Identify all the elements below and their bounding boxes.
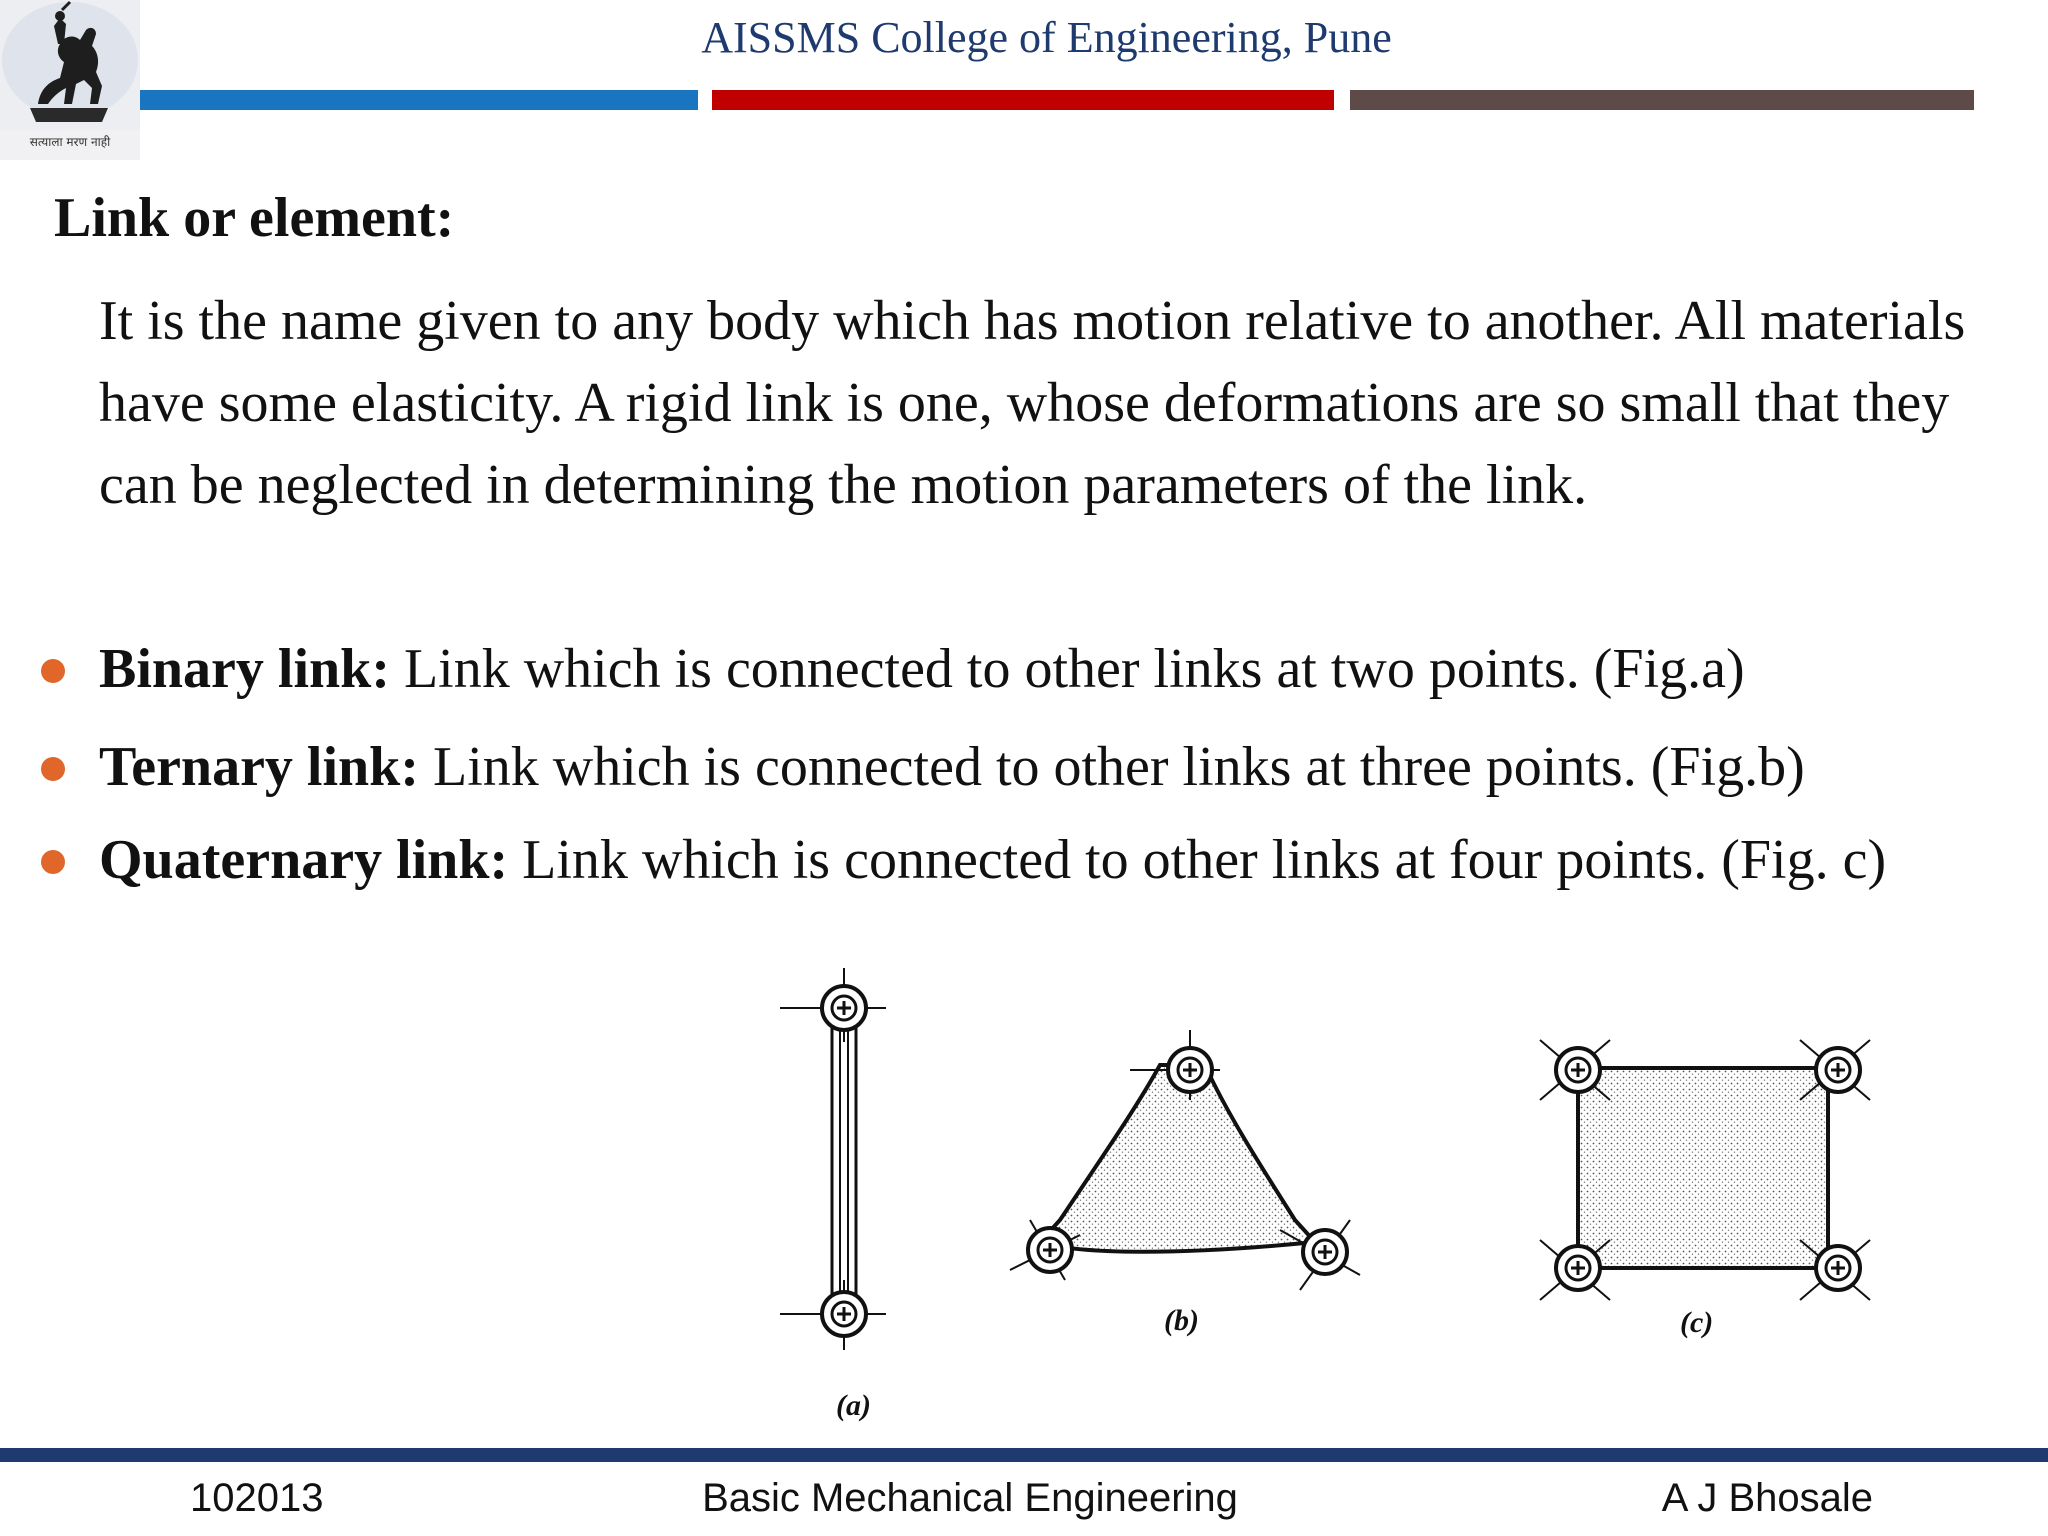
bullet-text: Link which is connected to other links at two points. (Fig.a) bbox=[389, 638, 1745, 700]
bullet-term: Quaternary link: bbox=[99, 829, 509, 891]
link-figures bbox=[740, 950, 2040, 1430]
bullet-binary-link bbox=[0, 620, 2024, 718]
bullet-dot-icon bbox=[41, 757, 65, 781]
footer-course-code: 102013 bbox=[190, 1476, 324, 1520]
figure-b-label: (b) bbox=[1164, 1304, 1199, 1337]
slide-header bbox=[0, 0, 2048, 160]
horse-statue-icon bbox=[0, 0, 140, 130]
bullet-text: Link which is connected to other links at three points. (Fig.b) bbox=[418, 736, 1805, 798]
figure-c-label: (c) bbox=[1680, 1306, 1714, 1339]
footer-course-name: Basic Mechanical Engineering bbox=[702, 1476, 1238, 1520]
college-logo bbox=[0, 0, 140, 160]
figure-a-label: (a) bbox=[836, 1389, 871, 1422]
bullet-term: Binary link: bbox=[99, 638, 390, 700]
binary-link-figure bbox=[780, 968, 886, 1350]
quaternary-link-figure bbox=[1540, 1040, 1870, 1300]
footer-divider bbox=[0, 1448, 2048, 1462]
college-name: AISSMS College of Engineering, Pune bbox=[701, 13, 1392, 62]
header-bar-brown bbox=[1350, 90, 1974, 110]
slide-heading: Link or element: bbox=[54, 187, 455, 249]
bullet-dot-icon bbox=[41, 850, 65, 874]
bullet-list bbox=[0, 620, 2048, 904]
bullet-dot-icon bbox=[41, 659, 65, 683]
ternary-link-figure bbox=[1010, 1030, 1360, 1290]
header-bar-blue bbox=[140, 90, 698, 110]
bullet-ternary-link bbox=[0, 718, 2024, 816]
bullet-quaternary-link bbox=[0, 816, 2024, 904]
footer-author: A J Bhosale bbox=[1661, 1476, 1873, 1520]
bullet-text: Link which is connected to other links at four points. (Fig. c) bbox=[508, 829, 1887, 891]
header-bar-red bbox=[712, 90, 1334, 110]
logo-motto: सत्याला मरण नाही bbox=[29, 135, 111, 149]
definition-paragraph: It is the name given to any body which has motion relative to another. All materials have some elasticity. A rigid link is one, whose deformations are so small that they can be neglected in determining the motion parameters of the link. bbox=[99, 290, 1966, 516]
bullet-term: Ternary link: bbox=[99, 736, 419, 798]
